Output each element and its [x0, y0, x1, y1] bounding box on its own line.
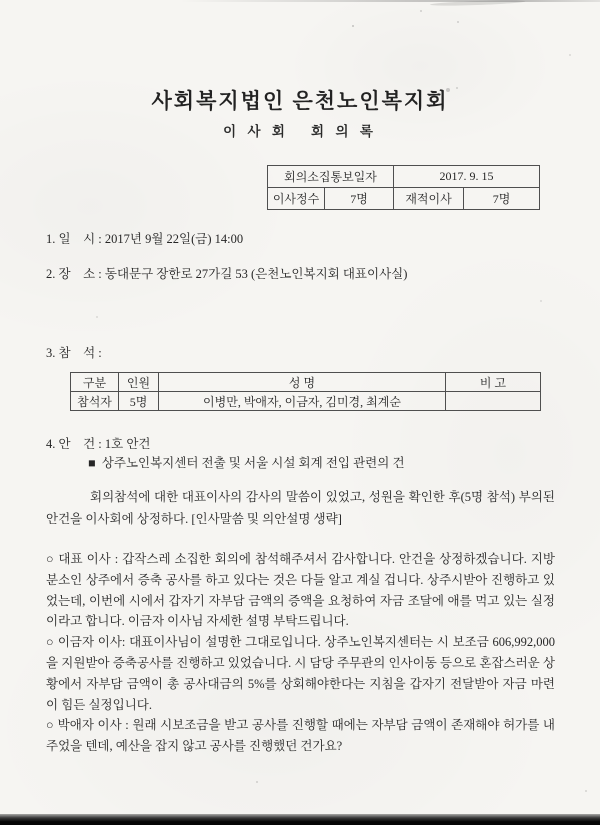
- attendee-category-cell: 참석자: [71, 392, 119, 411]
- organization-title: 사회복지법인 은천노인복지회: [151, 89, 449, 113]
- notice-date-value-cell: 2017. 9. 15: [394, 166, 540, 188]
- remark-representative-director: ○ 대표 이사 : 갑작스레 소집한 회의에 참석해주셔서 감사합니다. 안건을 상정하겠습니다. 지방 분소인 상주에서 증축 공사를 하고 있다는 것은 다들 알고 계실 겁니다. 상주시받아 진행하고 있었는데, 이번에 시에서 갑자기 자부담 금액의 증액을 요청하여 자금 조달에 애를 먹고 있는 실정이라고 합니다. 이금자 이사님 자세한 설명 부탁드립니다.: [46, 552, 555, 629]
- remark-director-park-aeja: ○ 박애자 이사 : 원래 시보조금을 받고 공사를 진행할 때에는 자부담 금액이 존재해야 허가를 내주었을 텐데, 예산을 잡지 않고 공사를 진행했던 건가요?: [46, 718, 555, 754]
- section-attendance-label: 3. 참 석 :: [46, 346, 102, 360]
- scan-noise-specks: [0, 0, 2, 2]
- remark-director-lee-geumja: ○ 이금자 이사: 대표이사님이 설명한 그대로입니다. 상주노인복지센터는 시 보조금 606,992,000을 지원받아 증축공사를 진행하고 있었습니다. 시 담당 주무관의 인사이동 등으로 혼잡스러운 상황에서 자부담 금액이 총 공사대금의 5%를 상회해야한다는 지침을 갑자기 전달받아 자금 마련이 힘든 실정입니다.: [46, 635, 555, 712]
- section-datetime: 1. 일 시 : 2017년 9월 22일(금) 14:00: [46, 232, 244, 246]
- attendee-count-cell: 5명: [119, 392, 159, 411]
- scan-artifact-top-edge: [180, 0, 600, 2]
- table-header-row: [71, 373, 541, 392]
- attendee-header-count: 인원: [119, 373, 159, 392]
- director-quota-value-cell: 7명: [325, 188, 394, 210]
- attendee-header-category: 구분: [71, 373, 119, 392]
- section-place: 2. 장 소 : 동대문구 장한로 27가길 53 (은천노인복지회 대표이사실): [46, 267, 408, 281]
- document-title: 이 사 회 회 의 록: [223, 124, 377, 139]
- scan-artifact-bottom-bar: [0, 814, 600, 825]
- incumbent-directors-label-cell: 재적이사: [394, 188, 464, 210]
- director-quota-label-cell: 이사정수: [268, 188, 325, 210]
- table-row: [268, 166, 540, 188]
- attendee-table: [70, 372, 541, 411]
- notice-date-label-cell: 회의소집통보일자: [268, 166, 394, 188]
- section-agenda: 4. 안 건 : 1호 안건: [46, 437, 151, 451]
- incumbent-directors-value-cell: 7명: [464, 188, 540, 210]
- meeting-intro-paragraph: 회의참석에 대한 대표이사의 감사의 말씀이 있었고, 성원을 확인한 후(5명 참석) 부의된 안건을 이사회에 상정하다. [인사말씀 및 의안설명 생략]: [46, 490, 555, 526]
- attendee-note-cell: [446, 392, 541, 411]
- meeting-notice-table: [267, 165, 540, 210]
- attendee-header-note: 비 고: [446, 373, 541, 392]
- table-row: [71, 392, 541, 411]
- remarks-block: [46, 549, 555, 757]
- agenda-item: ■ 상주노인복지센터 전출 및 서울 시설 회계 전입 관련의 건: [88, 456, 405, 470]
- attendee-header-names: 성 명: [159, 373, 446, 392]
- table-row: [268, 188, 540, 210]
- attendee-names-cell: 이병만, 박애자, 이금자, 김미경, 최계순: [159, 392, 446, 411]
